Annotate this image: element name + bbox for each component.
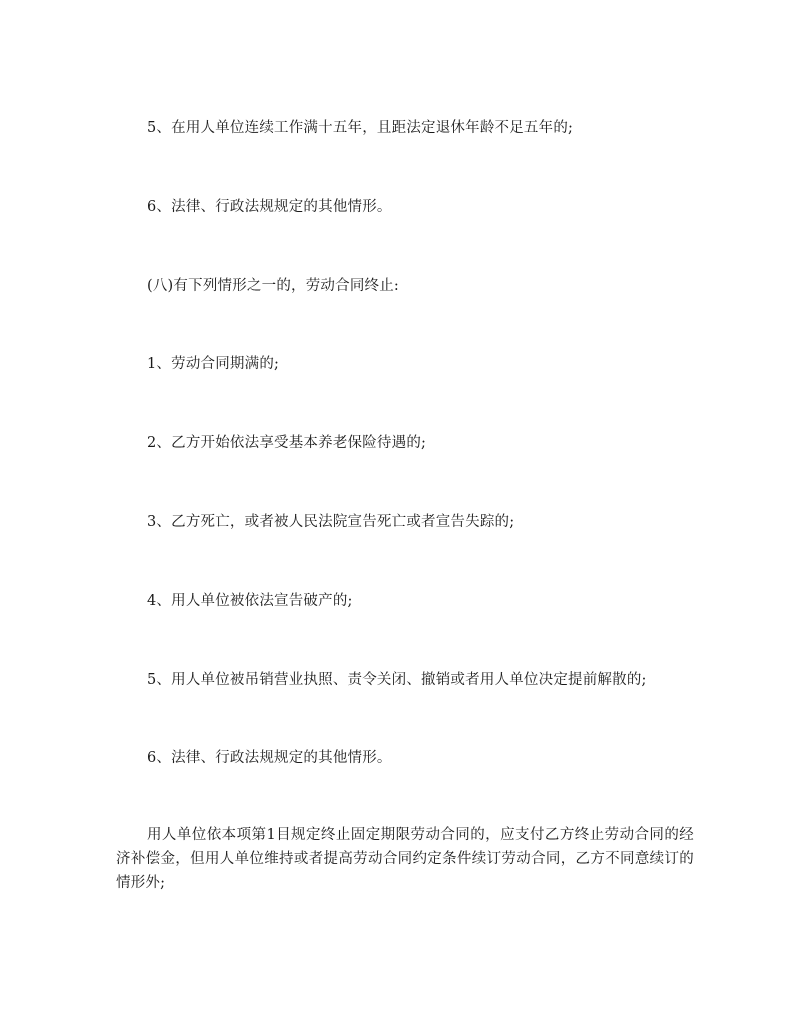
clause-line: 5、用人单位被吊销营业执照、责令关闭、撤销或者用人单位决定提前解散的; (147, 672, 647, 688)
closing-paragraph: 用人单位依本项第1目规定终止固定期限劳动合同的，应支付乙方终止劳动合同的经济补偿金，但用人单位维持或者提高劳动合同约定条件续订劳动合同，乙方不同意续订的情形外; (116, 827, 694, 891)
clause-line: 6、法律、行政法规规定的其他情形。 (147, 199, 392, 215)
clause-line: 5、在用人单位连续工作满十五年，且距法定退休年龄不足五年的; (147, 120, 574, 136)
section-heading: (八)有下列情形之一的，劳动合同终止: (147, 278, 399, 294)
clause-line: 6、法律、行政法规规定的其他情形。 (147, 750, 392, 766)
clause-line: 2、乙方开始依法享受基本养老保险待遇的; (147, 435, 427, 451)
clause-line: 1、劳动合同期满的; (147, 356, 280, 372)
clause-line: 3、乙方死亡，或者被人民法院宣告死亡或者宣告失踪的; (147, 514, 515, 530)
clause-line: 4、用人单位被依法宣告破产的; (147, 593, 353, 609)
